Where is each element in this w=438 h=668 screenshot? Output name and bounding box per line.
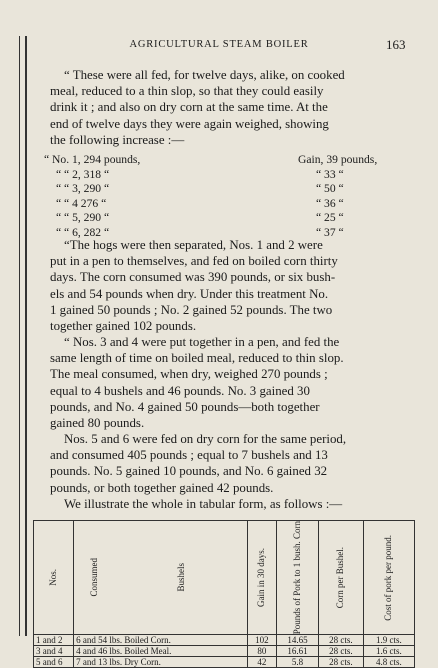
table-header-row [34, 521, 415, 635]
header-text: Bushels [175, 563, 186, 592]
cell-gain: 80 [247, 646, 276, 657]
header-text: Gain in 30 days. [256, 548, 267, 608]
weight-row: “ “ 6, 282 “ [56, 225, 110, 239]
header-corn-per-bushel [319, 521, 364, 635]
text-line: together gained 102 pounds. [50, 319, 197, 334]
text-line: “ These were all fed, for twelve days, alike, on cooked [64, 68, 345, 82]
cell-nos: 5 and 6 [34, 657, 74, 668]
cell-nos: 3 and 4 [34, 646, 74, 657]
text-line: pounds. No. 5 gained 10 pounds, and No. 6 gained 32 [50, 464, 328, 479]
text-line: equal to 4 bushels and 46 pounds. No. 3 gained 30 [50, 383, 310, 398]
text-line: pounds, and No. 4 gained 50 pounds—both together [50, 399, 320, 414]
cell-nos: 1 and 2 [34, 635, 74, 646]
text-line: “ Nos. 3 and 4 were put together in a pen, and fed the [64, 335, 340, 349]
left-border-line-inner [25, 36, 27, 636]
weight-row: “ “ 4 276 “ [56, 196, 107, 210]
cell-corn-price: 28 cts. [319, 657, 364, 668]
text-line: The meal consumed, when dry, weighed 270 pounds ; [50, 367, 328, 382]
page-number: 163 [386, 37, 406, 52]
weight-row: “ “ 5, 290 “ [56, 211, 110, 225]
cell-gain: 102 [247, 635, 276, 646]
gains-column [298, 153, 377, 241]
cell-corn-price: 28 cts. [319, 635, 364, 646]
header-text: Cost of pork per pound. [383, 534, 394, 621]
table-row [34, 646, 415, 657]
text-line: “The hogs were then separated, Nos. 1 and 2 were [64, 238, 323, 252]
text-line: meal, reduced to a thin slop, so that they could easily [50, 84, 324, 99]
feeding-results-table [33, 520, 415, 668]
header-pounds-pork [276, 521, 318, 635]
text-line: and consumed 405 pounds ; equal to 7 bushels and 13 [50, 448, 328, 463]
header-text: Pounds of Pork to 1 bush. Corn [291, 521, 302, 635]
cell-pork-per-bushel: 16.61 [276, 646, 318, 657]
cell-corn-price: 28 cts. [319, 646, 364, 657]
cell-cost: 1.6 cts. [363, 646, 414, 657]
header-nos [34, 521, 74, 635]
gain-row: “ 37 “ [316, 225, 344, 239]
header-cost-of-pork [363, 521, 414, 635]
paragraph-2 [50, 237, 418, 334]
running-header: AGRICULTURAL STEAM BOILER [129, 39, 309, 50]
paragraph-3 [50, 334, 418, 431]
header-text: Corn per Bushel. [335, 547, 346, 609]
header-text: Consumed [89, 558, 100, 597]
header-gain [247, 521, 276, 635]
text-line: els and 54 pounds when dry. Under this treatment No. [50, 286, 329, 301]
cell-cost: 1.9 cts. [363, 635, 414, 646]
header-consumed-bushels [74, 521, 248, 635]
left-border-line [19, 36, 20, 636]
cell-pork-per-bushel: 14.65 [276, 635, 318, 646]
gain-row: “ 36 “ [316, 196, 344, 210]
gain-row: Gain, 39 pounds, [298, 153, 378, 166]
text-line: gained 80 pounds. [50, 416, 145, 431]
cell-gain: 42 [247, 657, 276, 668]
table-row [34, 657, 415, 668]
cell-cost: 4.8 cts. [363, 657, 414, 668]
weight-row: “ “ 2, 318 “ [56, 167, 110, 181]
gain-row: “ 25 “ [316, 211, 344, 225]
text-line: days. The corn consumed was 390 pounds, or six bush- [50, 270, 336, 285]
paragraph-4 [50, 431, 418, 496]
text-line: the following increase :— [50, 132, 185, 147]
text-line: same length of time on boiled meal, reduced to thin slop. [50, 351, 344, 366]
table-row [34, 635, 415, 646]
cell-consumed: 4 and 46 lbs. Boiled Meal. [74, 646, 248, 657]
weight-row: “ “ 3, 290 “ [56, 182, 110, 196]
text-line: pounds, or both together gained 42 pounds. [50, 480, 274, 495]
text-line: put in a pen to themselves, and fed on boiled corn thirty [50, 254, 338, 269]
header-text: Nos. [47, 569, 58, 587]
cell-consumed: 6 and 54 lbs. Boiled Corn. [74, 635, 248, 646]
paragraph-5 [50, 496, 418, 512]
text-line: drink it ; and also on dry corn at the same time. At the [50, 100, 328, 115]
gain-row: “ 33 “ [316, 167, 344, 181]
weights-column [44, 153, 140, 241]
cell-consumed: 7 and 13 lbs. Dry Corn. [74, 657, 248, 668]
gain-row: “ 50 “ [316, 182, 344, 196]
text-line: Nos. 5 and 6 were fed on dry corn for the same period, [64, 432, 347, 446]
text-line: 1 gained 50 pounds ; No. 2 gained 52 pounds. The two [50, 302, 333, 317]
text-line: end of twelve days they were again weighed, showing [50, 116, 329, 131]
cell-pork-per-bushel: 5.8 [276, 657, 318, 668]
text-line: We illustrate the whole in tabular form, as follows :— [64, 497, 343, 511]
weight-row: “ No. 1, 294 pounds, [44, 153, 141, 166]
paragraph-1 [50, 67, 418, 148]
